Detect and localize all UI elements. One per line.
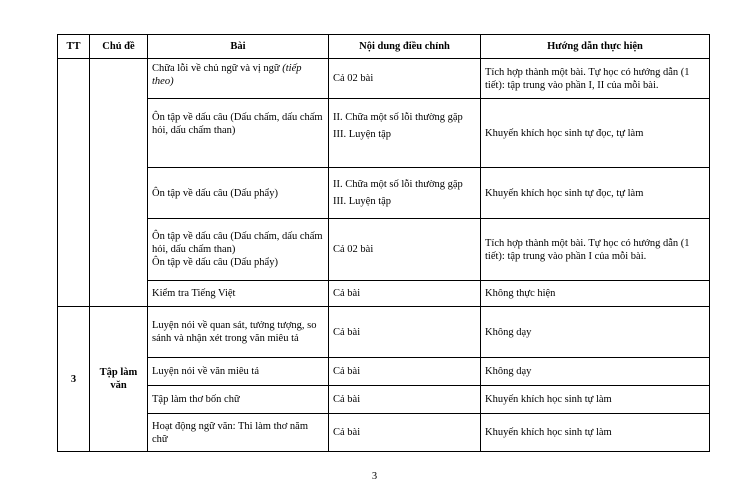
guide-cell: Tích hợp thành một bài. Tự học có hướng dẫn (1 tiết): tập trung vào phần I, II của mỗi bài.: [481, 59, 710, 99]
lesson-line: Ôn tập về dấu câu (Dấu phẩy): [152, 257, 278, 268]
content-cell: Cả 02 bài: [329, 219, 481, 281]
table-row: [58, 168, 710, 219]
table-row: [58, 219, 710, 281]
table-row: [58, 307, 710, 358]
lesson-cell: [148, 59, 329, 99]
guide-cell: Không dạy: [481, 358, 710, 386]
content-line: III. Luyện tập: [333, 129, 392, 140]
table-row: [58, 358, 710, 386]
guide-cell: Không thực hiện: [481, 281, 710, 307]
header-tt: TT: [58, 35, 90, 59]
content-cell: [329, 168, 481, 219]
lesson-text-italic: (tiếp theo): [152, 63, 302, 87]
content-cell: Cả 02 bài: [329, 59, 481, 99]
table-row: [58, 414, 710, 452]
lesson-cell: Ôn tập về dấu câu (Dấu chấm, dấu chấm hỏi, dấu chấm than): [148, 99, 329, 168]
lesson-cell: Ôn tập về dấu câu (Dấu phẩy): [148, 168, 329, 219]
curriculum-table: [57, 34, 710, 452]
content-line: II. Chữa một số lỗi thường gặp: [333, 112, 463, 123]
lesson-text: Chữa lỗi về chủ ngữ và vị ngữ: [152, 63, 283, 74]
guide-cell: Khuyến khích học sinh tự đọc, tự làm: [481, 99, 710, 168]
content-cell: Cả bài: [329, 386, 481, 414]
page-number: 3: [371, 471, 378, 482]
content-cell: [329, 99, 481, 168]
content-cell: Cả bài: [329, 414, 481, 452]
content-line: II. Chữa một số lỗi thường gặp: [333, 179, 463, 190]
table-row: [58, 59, 710, 99]
content-cell: Cả bài: [329, 307, 481, 358]
header-adjustment: Nội dung điều chỉnh: [329, 35, 481, 59]
tt-cell: 3: [58, 307, 90, 452]
tt-cell-empty: [58, 59, 90, 307]
guide-cell: Khuyến khích học sinh tự đọc, tự làm: [481, 168, 710, 219]
lesson-cell: Kiểm tra Tiếng Việt: [148, 281, 329, 307]
content-cell: Cả bài: [329, 281, 481, 307]
header-topic: Chủ đề: [90, 35, 148, 59]
guide-cell: Khuyến khích học sinh tự làm: [481, 386, 710, 414]
table-row: [58, 281, 710, 307]
table-row: [58, 99, 710, 168]
guide-cell: Tích hợp thành một bài. Tự học có hướng dẫn (1 tiết): tập trung vào phần I của mỗi bài.: [481, 219, 710, 281]
lesson-line: Ôn tập về dấu câu (Dấu chấm, dấu chấm hỏi, dấu chấm than): [152, 231, 323, 255]
header-guide: Hướng dẫn thực hiện: [481, 35, 710, 59]
lesson-cell: Tập làm thơ bốn chữ: [148, 386, 329, 414]
table-header-row: [58, 35, 710, 59]
lesson-cell: [148, 219, 329, 281]
lesson-cell: Luyện nói về quan sát, tưởng tượng, so sánh và nhận xét trong văn miêu tả: [148, 307, 329, 358]
content-cell: Cả bài: [329, 358, 481, 386]
topic-cell: Tập làm văn: [90, 307, 148, 452]
guide-cell: Không dạy: [481, 307, 710, 358]
guide-cell: Khuyến khích học sinh tự làm: [481, 414, 710, 452]
topic-cell-empty: [90, 59, 148, 307]
lesson-cell: Hoạt động ngữ văn: Thi làm thơ năm chữ: [148, 414, 329, 452]
lesson-cell: Luyện nói về văn miêu tả: [148, 358, 329, 386]
table-row: [58, 386, 710, 414]
content-line: III. Luyện tập: [333, 196, 392, 207]
header-lesson: Bài: [148, 35, 329, 59]
